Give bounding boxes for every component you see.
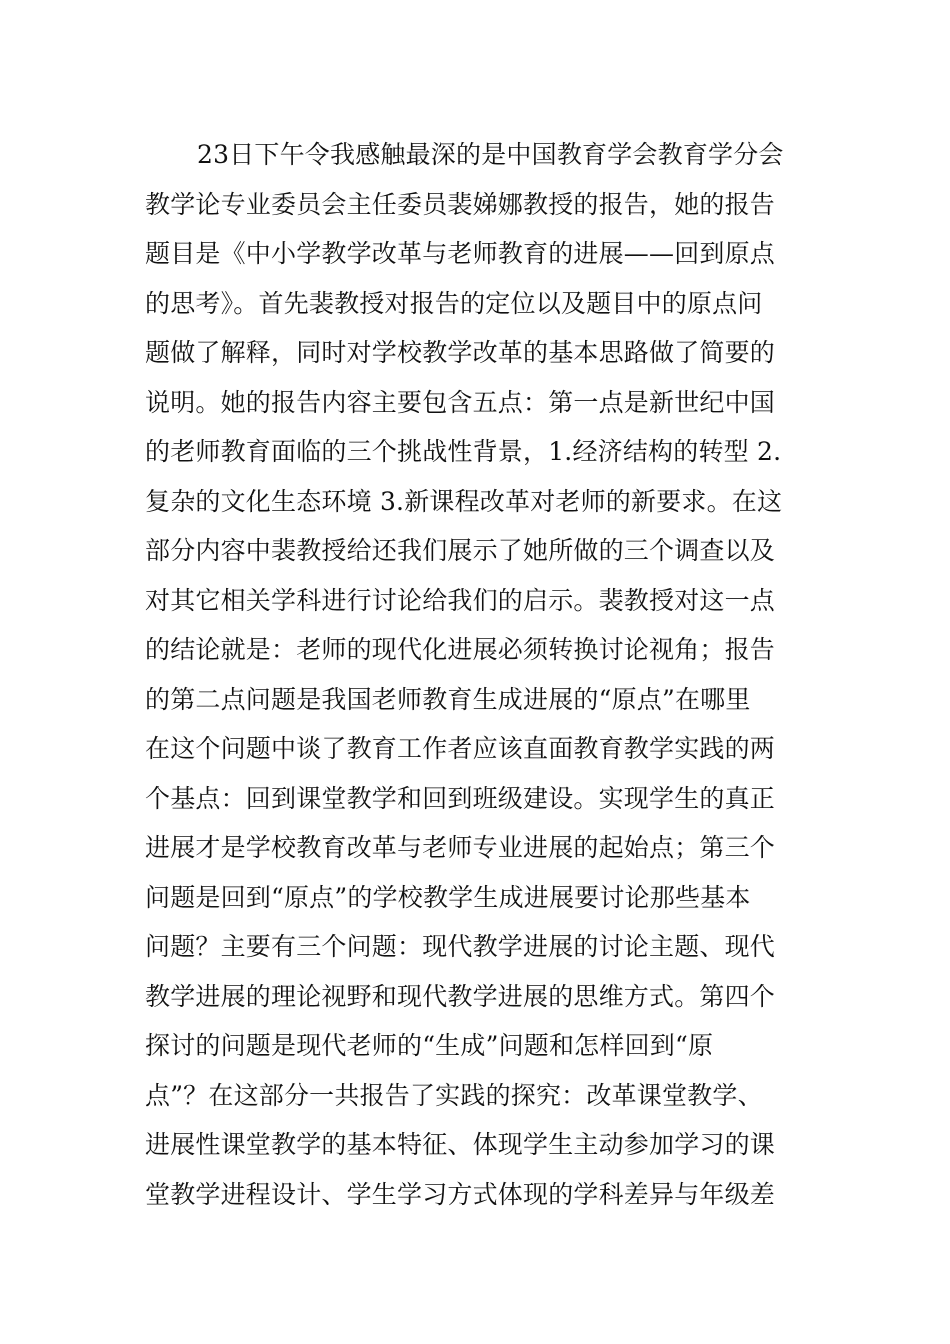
text-line: 题做了解释，同时对学校教学改革的基本思路做了简要的 bbox=[145, 338, 776, 367]
text-line: 23日下午令我感触最深的是中国教育学会教育学分会 bbox=[197, 140, 784, 169]
text-line: 的思考》。首先裴教授对报告的定位以及题目中的原点问 bbox=[145, 288, 763, 318]
text-line: 复杂的文化生态环境 3.新课程改革对老师的新要求。在这 bbox=[145, 486, 783, 516]
text-line: 进展性课堂教学的基本特征、体现学生主动参加学习的课 bbox=[145, 1130, 776, 1159]
text-line: 进展才是学校教育改革与老师专业进展的起始点；第三个 bbox=[145, 833, 776, 862]
text-line: 个基点：回到课堂教学和回到班级建设。实现学生的真正 bbox=[145, 783, 776, 813]
text-line: 问题是回到“原点”的学校教学生成进展要讨论那些基本 bbox=[145, 882, 751, 912]
text-line: 的第二点问题是我国老师教育生成进展的“原点”在哪里 bbox=[145, 684, 751, 714]
text-line: 题目是《中小学教学改革与老师教育的进展——回到原点 bbox=[145, 239, 776, 268]
text-line: 的老师教育面临的三个挑战性背景，1.经济结构的转型 2. bbox=[145, 437, 782, 466]
text-line: 问题？主要有三个问题：现代教学进展的讨论主题、现代 bbox=[145, 932, 776, 961]
text-line: 教学进展的理论视野和现代教学进展的思维方式。第四个 bbox=[145, 981, 776, 1011]
body-paragraph bbox=[145, 130, 815, 1219]
text-line: 探讨的问题是现代老师的“生成”问题和怎样回到“原 bbox=[145, 1031, 714, 1060]
text-line: 教学论专业委员会主任委员裴娣娜教授的报告，她的报告 bbox=[145, 189, 776, 219]
text-line: 说明。她的报告内容主要包含五点：第一点是新世纪中国 bbox=[145, 387, 776, 417]
text-line: 在这个问题中谈了教育工作者应该直面教育教学实践的两 bbox=[145, 734, 776, 763]
text-line: 的结论就是：老师的现代化进展必须转换讨论视角；报告 bbox=[145, 635, 776, 664]
text-line: 点”？在这部分一共报告了实践的探究：改革课堂教学、 bbox=[145, 1080, 763, 1110]
text-line: 部分内容中裴教授给还我们展示了她所做的三个调查以及 bbox=[145, 536, 776, 565]
text-line: 堂教学进程设计、学生学习方式体现的学科差异与年级差 bbox=[145, 1179, 776, 1209]
text-line: 对其它相关学科进行讨论给我们的启示。裴教授对这一点 bbox=[145, 585, 776, 615]
